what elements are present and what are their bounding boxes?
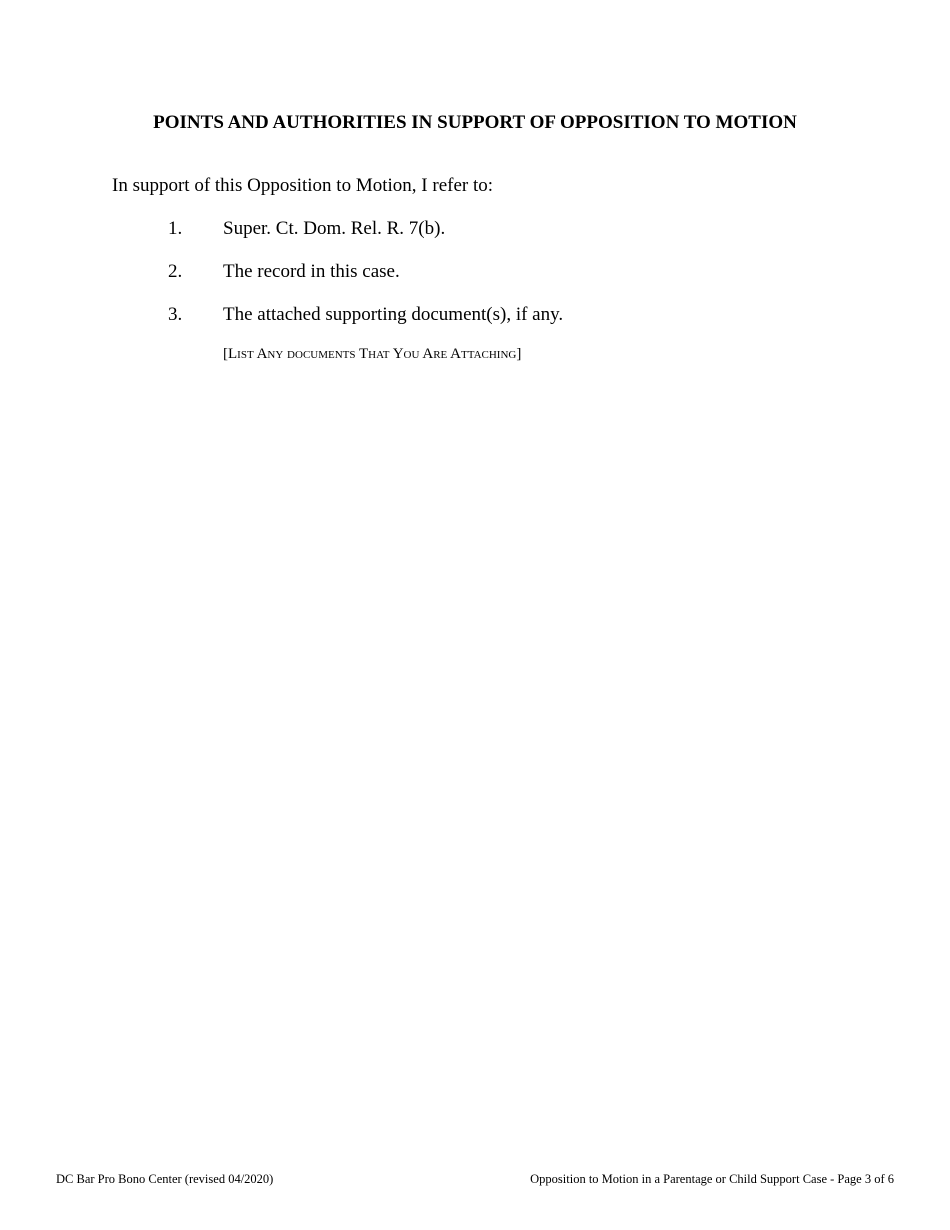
list-item	[0, 261, 950, 304]
list-item-number: 3.	[168, 304, 183, 325]
footer-source: DC Bar Pro Bono Center (revised 04/2020)	[56, 1172, 274, 1186]
intro-paragraph: In support of this Opposition to Motion, I refer to:	[112, 175, 494, 196]
attachment-placeholder: [List Any documents That You Are Attaching]	[223, 346, 522, 362]
reference-list	[0, 218, 950, 347]
footer-page-info: Opposition to Motion in a Parentage or Child Support Case - Page 3 of 6	[530, 1172, 894, 1186]
list-item	[0, 218, 950, 261]
list-item-text: The attached supporting document(s), if any.	[223, 304, 564, 325]
list-item-text: The record in this case.	[223, 261, 400, 282]
page-title: POINTS AND AUTHORITIES IN SUPPORT OF OPPOSITION TO MOTION	[153, 112, 797, 133]
list-item-text: Super. Ct. Dom. Rel. R. 7(b).	[223, 218, 446, 239]
list-item-number: 1.	[168, 218, 183, 239]
list-item-number: 2.	[168, 261, 183, 282]
list-item	[0, 304, 950, 347]
